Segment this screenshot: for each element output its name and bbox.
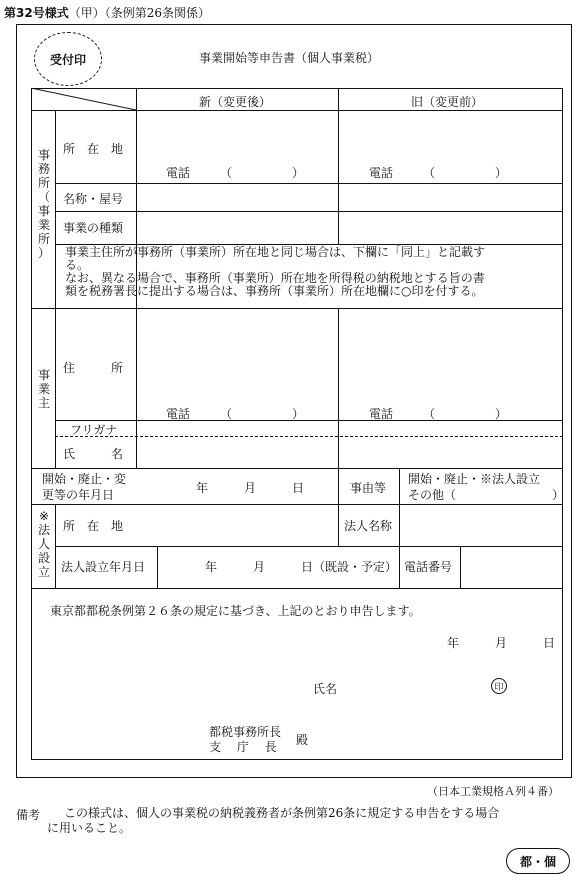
corp-row-line [55,546,563,547]
header-diagonal [31,88,137,111]
owner-vlabel-char: 業 [37,382,50,396]
corp-name-label: 法人名称 [344,519,393,533]
declaration-date: 年 月 日 [447,636,556,650]
reason-options-line: 開始・廃止・※法人設立 [408,472,541,486]
office-note-line: 事業主住所が事務所（事業所）所在地と同じ場合は、下欄に「同上」と記載す [65,245,486,259]
office-vlabel-char: 所 [37,176,50,190]
remarks-line: に用いること。 [47,821,132,835]
form-number [4,4,210,21]
owner-name-label: 氏 名 [63,447,124,461]
col-divider-new-old-owner [338,308,339,468]
date-label-line: 更等の年月日 [42,488,115,502]
office-row-line-2 [55,211,563,212]
reason-label: 事由等 [350,481,387,495]
classification-badge [506,848,570,874]
reception-stamp-label: 受付印 [49,52,86,67]
corp-vlabel-char: 人 [37,537,50,551]
owner-phone-new: 電話 （ ） [166,407,305,421]
date-value: 年 月 日 [196,481,305,495]
date-reason-divider [338,468,339,504]
owner-furigana-line [55,436,563,437]
date-row-bottom [31,504,563,505]
tax-office-line: 支 庁 長 [209,740,277,754]
corp-address-label: 所 在 地 [63,519,124,533]
owner-furigana-label: フリガナ [70,423,118,437]
corp-phone-divider [460,546,461,588]
seal-mark [491,678,507,694]
corp-vlabel-char: 立 [37,565,50,579]
declaration-name-label: 氏名 [313,682,338,696]
corp-section-bottom [31,588,563,589]
office-section-bottom [31,308,563,309]
corp-vlabel-char: 設 [37,551,50,565]
owner-phone-old: 電話 （ ） [369,407,508,421]
owner-section-bottom [31,468,563,469]
office-address-label: 所 在 地 [63,142,124,156]
seal-mark-label: 印 [494,682,504,693]
owner-row-line-1 [55,420,563,421]
col-divider-new-old-top [338,88,339,244]
corp-established-label: 法人設立年月日 [61,560,146,574]
reason-options-divider [399,468,400,504]
remarks-line: この様式は、個人の事業税の納税義務者が条例第26条に規定する申告をする場合 [64,806,500,820]
corp-vlabel-char: 法 [37,523,50,537]
declaration-text: 東京都都税条例第２６条の規定に基づき、上記のとおり申告します。 [50,604,421,618]
office-note [65,246,485,298]
office-phone-new: 電話 （ ） [166,166,305,180]
column-new: 新（変更後） [199,95,272,109]
office-vlabel-char: 事 [37,204,50,218]
office-vlabel-char: ） [37,246,50,260]
office-vlabel-char: 業 [37,218,50,232]
owner-vlabel-char: 主 [37,396,50,410]
office-business-type-label: 事業の種類 [63,221,124,235]
form-title: 事業開始等申告書（個人事業税） [199,51,380,65]
office-name-label: 名称・屋号 [63,192,124,206]
form-number-main: 第32号様式 [4,6,69,20]
owner-address-label: 住 所 [63,361,124,375]
paper-spec: （日本工業規格Ａ列４番） [427,785,559,798]
owner-vlabel-char: 事 [37,368,50,382]
owner-vertical-label [36,368,52,410]
office-row-line-1 [55,183,563,184]
form-number-suffix: （甲）（条例第26条関係） [68,6,210,20]
classification-badge-label: 都・個 [519,854,556,869]
office-label-divider [55,110,56,244]
corp-vertical-label [36,509,52,579]
remarks-text [64,806,499,821]
reason-options-line: その他（ ） [408,488,565,502]
tax-office-line: 都税事務所長 [209,725,282,739]
reception-stamp [34,32,102,86]
office-vlabel-char: （ [37,190,50,204]
owner-label-divider [55,308,56,468]
remarks-text-cont [47,821,131,836]
corp-address-name-divider [338,504,339,546]
reason-options [408,471,564,503]
tax-office-label [209,725,281,755]
office-phone-old: 電話 （ ） [369,166,508,180]
date-label-line: 開始・廃止・変 [42,472,127,486]
office-note-line: なお、異なる場合で、事務所（事業所）所在地を所得税の納税地とする旨の書 [65,271,485,285]
honorific: 殿 [296,733,309,747]
corp-established-date: 年 月 日（既設・予定） [205,560,398,574]
corp-established-divider [157,546,158,588]
note-left-divider [55,244,56,308]
office-vlabel-char: 所 [37,232,50,246]
office-note-line: 類を税務署長に提出する場合は、事務所（事業所）所在地欄に○印を付する。 [65,284,484,298]
office-note-line: る。 [65,258,90,272]
column-old: 旧（変更前） [411,95,484,109]
corp-phone-label: 電話番号 [404,560,453,574]
office-vlabel-char: 事 [37,148,50,162]
corp-vlabel-char: ※ [38,509,50,523]
date-label [42,471,126,503]
office-vlabel-char: 務 [37,162,50,176]
office-vertical-label [36,148,52,260]
remarks-label: 備考 [16,808,41,822]
